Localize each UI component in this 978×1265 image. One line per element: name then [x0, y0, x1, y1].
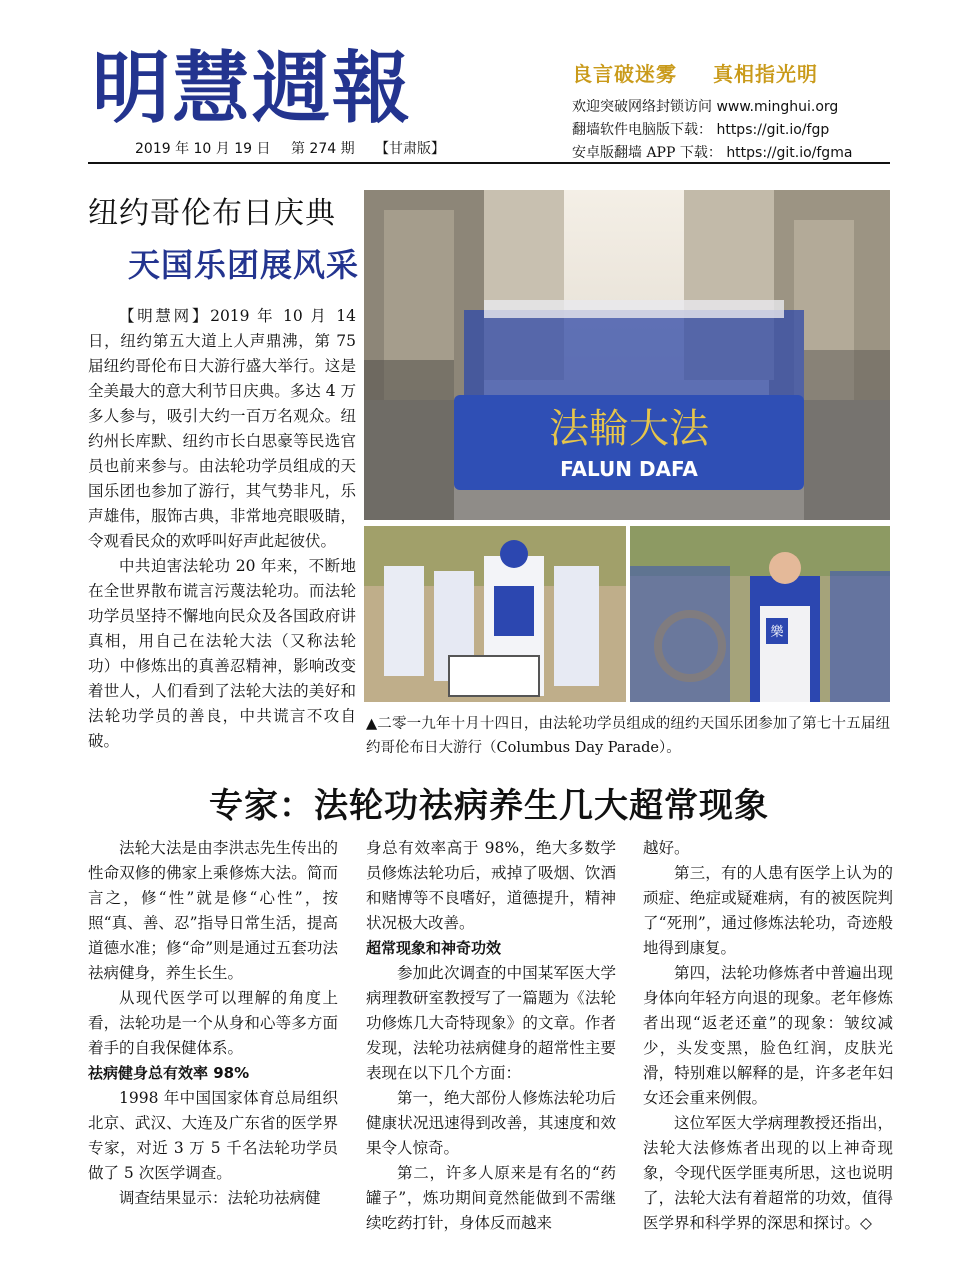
issue-line — [135, 138, 461, 158]
column-2 — [366, 836, 616, 1236]
slogan-right: 真相指光明 — [713, 62, 818, 86]
parade-photo-illustration — [364, 190, 890, 520]
slogan — [572, 58, 892, 87]
paragraph: 调查结果显示：法轮功祛病健 — [119, 1189, 321, 1207]
paragraph: 法轮大法是由李洪志先生传出的性命双修的佛家上乘修炼大法。简而言之，修“性”就是修“心性”，按照“真、善、忍”指导日常生活，提高道德水准；修“命”则是通过五套功法祛病健身，养生长生。 — [88, 839, 338, 982]
slogan-left: 良言破迷雾 — [572, 62, 677, 86]
paragraph: 第二，许多人原来是有名的“药罐子”，炼功期间竟然能做到不需继续吃药打针，身体反而越来 — [366, 1164, 616, 1232]
section-subheading: 超常现象和神奇功效 — [366, 939, 502, 957]
contact-label: 欢迎突破网络封锁访问 — [572, 99, 712, 115]
article2-title: 专家：法轮功祛病养生几大超常现象 — [209, 786, 769, 826]
article-headline: 纽约哥伦布日庆典 — [88, 196, 336, 231]
paragraph: 这位军医大学病理教授还指出，法轮大法修炼者出现的以上神奇现象，令现代医学匪夷所思，这也说明了，法轮大法有着超常的功效，值得医学界和科学界的深思和探讨。◇ — [643, 1114, 893, 1232]
contact-link[interactable]: https://git.io/fgp — [716, 122, 830, 138]
paragraph: 第三，有的人患有医学上认为的顽症、绝症或疑难病，有的被医院判了“死刑”，通过修炼法轮功，奇迹般地得到康复。 — [643, 864, 893, 957]
horn-player-photo — [630, 526, 890, 702]
paragraph: 从现代医学可以理解的角度上看，法轮功是一个从身和心等多方面着手的自我保健体系。 — [88, 989, 338, 1057]
paragraph: 第一，绝大部份人修炼法轮功后健康状况迅速得到改善，其速度和效果令人惊奇。 — [366, 1089, 616, 1157]
drummers-photo-illustration — [364, 526, 626, 702]
article-lead-text — [88, 304, 356, 754]
issue-edition: 【甘肃版】 — [375, 141, 446, 157]
horn-player-photo-illustration — [630, 526, 890, 702]
banner-latin: FALUN DAFA — [560, 457, 698, 481]
paragraph: 第四，法轮功修炼者中普遍出现身体向年轻方向退的现象。老年修炼者出现“返老还童”的现象：皱纹减少，头发变黑，脸色红润，皮肤光滑，特别难以解释的是，许多老年妇女还会重来例假。 — [643, 964, 893, 1107]
photo-caption: ▲二零一九年十月十四日，由法轮功学员组成的纽约天国乐团参加了第七十五届纽约哥伦布日大游行（Columbus Day Parade）。 — [366, 716, 890, 756]
contact-label: 安卓版翻墙 APP 下载： — [572, 145, 722, 161]
paragraph: 越好。 — [643, 839, 690, 857]
masthead-rule — [88, 162, 890, 164]
issue-date: 2019 年 10 月 19 日 — [135, 141, 271, 157]
parade-photo — [364, 190, 890, 520]
paragraph: 身总有效率高于 98%，绝大多数学员修炼法轮功后，戒掉了吸烟、饮酒和赌博等不良嗜好，道德提升，精神状况极大改善。 — [366, 839, 616, 932]
column-1 — [88, 836, 338, 1211]
article-subheadline: 天国乐团展风采 — [128, 246, 360, 284]
issue-number: 第 274 期 — [290, 141, 355, 157]
banner-characters: 法輪大法 — [549, 406, 709, 452]
contact-link[interactable]: https://git.io/fgma — [726, 145, 853, 161]
column-3 — [643, 836, 893, 1236]
paragraph: 参加此次调查的中国某军医大学病理教研室教授写了一篇题为《法轮功修炼几大奇特现象》的文章。作者发现，法轮功祛病健身的超常性主要表现在以下几个方面： — [366, 964, 616, 1082]
contact-line-website — [572, 96, 902, 116]
contact-label: 翻墙软件电脑版下载： — [572, 122, 712, 138]
contact-line-desktop — [572, 119, 902, 139]
contact-line-android — [572, 142, 902, 162]
paragraph: 1998 年中国国家体育总局组织北京、武汉、大连及广东省的医学界专家，对近 3 万 5 千名法轮功学员做了 5 次医学调查。 — [88, 1089, 338, 1182]
section-subheading: 祛病健身总有效率 98% — [88, 1064, 250, 1082]
drummers-photo — [364, 526, 626, 702]
paragraph: 中共迫害法轮功 20 年来，不断地在全世界散布谎言污蔑法轮功。而法轮功学员坚持不懈地向民众及各国政府讲真相，用自己在法轮大法（又称法轮功）中修炼出的真善忍精神，影响改变着世人，人们看到了法轮大法的美好和法轮功学员的善良，中共谎言不攻自破。 — [88, 557, 356, 750]
drum-glyph: 樂 — [770, 625, 784, 640]
contact-link[interactable]: www.minghui.org — [716, 99, 839, 115]
paragraph: 【明慧网】2019 年 10 月 14 日，纽约第五大道上人声鼎沸，第 75 届纽约哥伦布日大游行盛大举行。这是全美最大的意大利节日庆典。多达 4 万多人参与，吸引大约一百万名观众。纽约州长库默、纽约市长白思豪等民选官员也前来参与。由法轮功学员组成的天国乐团也参加了游行，其气势非凡，乐声雄伟，服饰古典，非常地亮眼吸睛，令观看民众的欢呼叫好声此起彼伏。 — [88, 307, 356, 550]
newspaper-title: 明慧週報 — [92, 44, 522, 134]
